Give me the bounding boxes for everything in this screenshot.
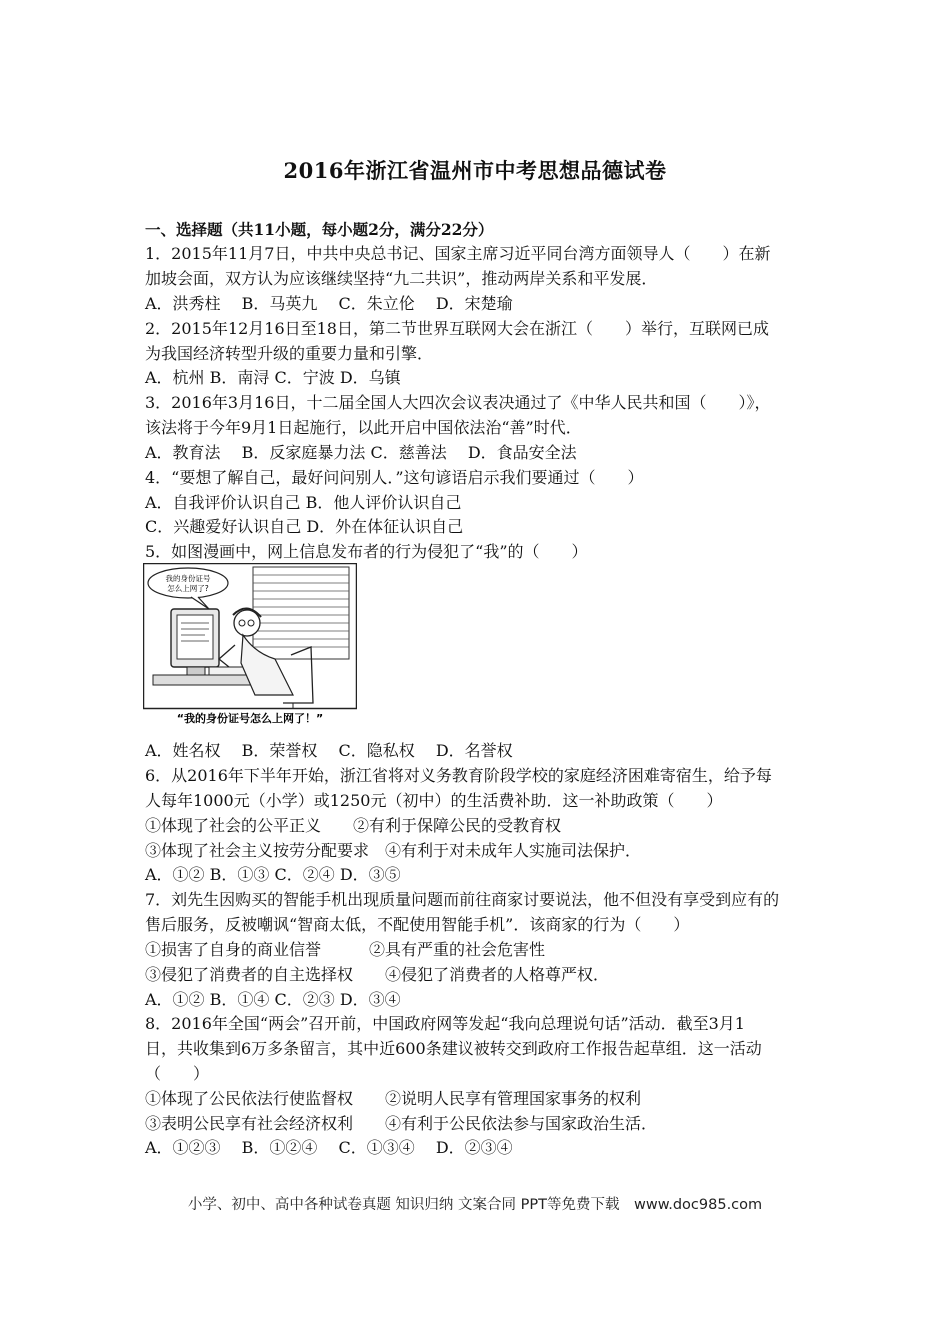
- speech-bubble-text: 我的身份证号: [165, 574, 211, 583]
- q6-statements-34: ③体现了社会主义按劳分配要求 ④有利于对未成年人实施司法保护．: [145, 841, 642, 860]
- q7-statements-34: ③侵犯了消费者的自主选择权 ④侵犯了消费者的人格尊严权．: [145, 965, 610, 984]
- q6-options: A．①② B．①③ C．②④ D．③⑤: [145, 865, 401, 884]
- q7-options: A．①② B．①④ C．②③ D．③④: [145, 990, 401, 1009]
- q1-stem-line1: 1．2015年11月7日，中共中央总书记、国家主席习近平同台湾方面领导人（ ）在新: [145, 244, 771, 263]
- q3-options: A．教育法 B．反家庭暴力法 C．慈善法 D．食品安全法: [145, 443, 577, 462]
- q2-stem-line1: 2．2015年12月16日至18日，第二节世界互联网大会在浙江（ ）举行，互联网已成: [145, 319, 769, 338]
- q4-options-cd: C．兴趣爱好认识自己 D．外在体征认识自己: [145, 517, 464, 536]
- q6-stem-line1: 6．从2016年下半年开始，浙江省将对义务教育阶段学校的家庭经济困难寄宿生，给予每: [145, 766, 772, 785]
- q3-stem-line1: 3．2016年3月16日，十二届全国人大四次会议表决通过了《中华人民共和国（ ）》，: [145, 393, 771, 412]
- q7-stem-line2: 售后服务，反被嘲讽“智商太低，不配使用智能手机”．该商家的行为（ ）: [145, 915, 690, 934]
- q5-stem: 5．如图漫画中，网上信息发布者的行为侵犯了“我”的（ ）: [145, 542, 588, 561]
- q2-stem-line2: 为我国经济转型升级的重要力量和引擎．: [145, 344, 434, 363]
- q1-options: A．洪秀柱 B．马英九 C．朱立伦 D．宋楚瑜: [145, 294, 513, 313]
- section-heading: 一、选择题（共11小题，每小题2分，满分22分）: [145, 220, 494, 239]
- q8-statements-12: ①体现了公民依法行使监督权 ②说明人民享有管理国家事务的权利: [145, 1089, 642, 1108]
- q8-stem-line3: （ ）: [145, 1064, 210, 1083]
- q6-statements-12: ①体现了社会的公平正义 ②有利于保障公民的受教育权: [145, 816, 562, 835]
- q1-stem-line2: 加坡会面，双方认为应该继续坚持“九二共识”，推动两岸关系和平发展．: [145, 269, 658, 288]
- q7-stem-line1: 7．刘先生因购买的智能手机出现质量问题而前往商家讨要说法，他不但没有享受到应有的: [145, 890, 780, 909]
- q8-options: A．①②③ B．①②④ C．①③④ D．②③④: [145, 1138, 513, 1157]
- q8-stem-line1: 8．2016年全国“两会”召开前，中国政府网等发起“我向总理说句话”活动．截至3月1: [145, 1014, 745, 1033]
- q5-options: A．姓名权 B．荣誉权 C．隐私权 D．名誉权: [145, 741, 513, 760]
- q7-statements-12: ①损害了自身的商业信誉 ②具有严重的社会危害性: [145, 940, 546, 959]
- q3-stem-line2: 该法将于今年9月1日起施行，以此开启中国依法治“善”时代．: [145, 418, 582, 437]
- q8-statements-34: ③表明公民享有社会经济权利 ④有利于公民依法参与国家政治生活．: [145, 1114, 658, 1133]
- q2-options: A．杭州 B．南浔 C．宁波 D．乌镇: [145, 368, 401, 387]
- exam-title: 2016年浙江省温州市中考思想品德试卷: [283, 158, 667, 183]
- svg-text:怎么上网了?: 怎么上网了?: [167, 584, 209, 593]
- footer-watermark: 小学、初中、高中各种试卷真题 知识归纳 文案合同 PPT等免费下载 www.doc985.com: [187, 1197, 763, 1213]
- q4-stem: 4．“要想了解自己，最好问问别人．”这句谚语启示我们要通过（ ）: [145, 468, 644, 487]
- q8-stem-line2: 日，共收集到6万多条留言，其中近600条建议被转交到政府工作报告起草组．这一活动: [145, 1039, 762, 1058]
- q6-stem-line2: 人每年1000元（小学）或1250元（初中）的生活费补助．这一补助政策（ ）: [145, 791, 723, 810]
- q4-options-ab: A．自我评价认识自己 B．他人评价认识自己: [145, 493, 462, 512]
- cartoon-caption: “我的身份证号怎么上网了！”: [176, 712, 324, 725]
- cartoon-image: [143, 563, 357, 727]
